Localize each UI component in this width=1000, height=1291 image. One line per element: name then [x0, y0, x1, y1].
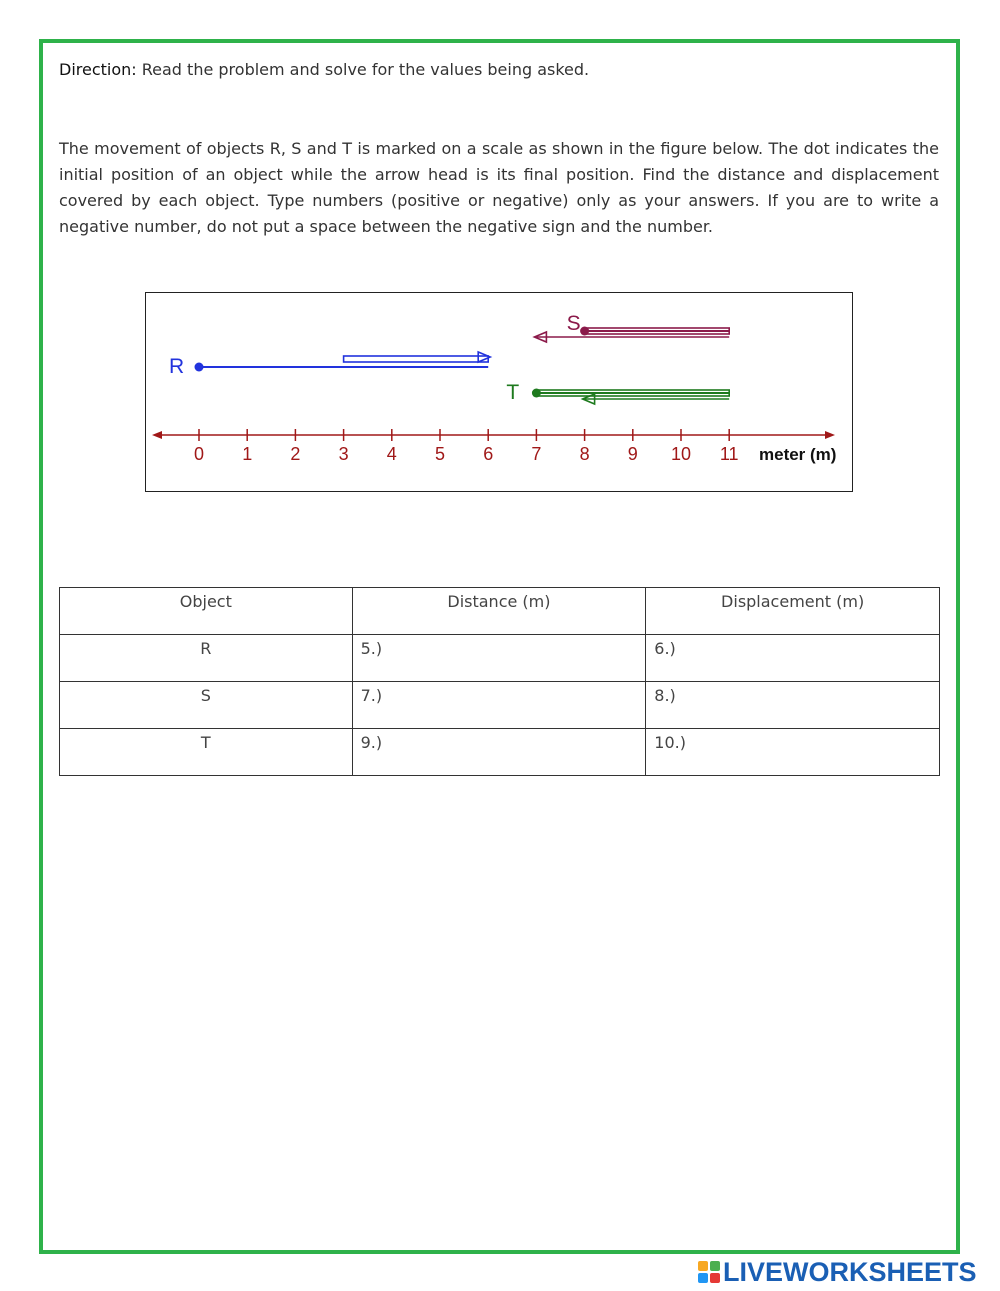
displacement-answer-field[interactable]: 10.)	[646, 729, 940, 776]
logo-icon	[698, 1261, 720, 1283]
axis-label: meter (m)	[759, 445, 837, 464]
problem-paragraph: The movement of objects R, S and T is marked on a scale as shown in the figure below. The dot indicates the initial position of an object while the arrow head is its final position. Find the distance and displacement covered by each object. Type numbers (positive or negative) only as your answers. If you are to write a negative number, do not put a space between the negative sign and the number.	[59, 139, 939, 236]
object-cell: R	[60, 635, 353, 682]
header-object: Object	[60, 588, 353, 635]
header-distance: Distance (m)	[352, 588, 646, 635]
tick-label: 3	[338, 444, 349, 464]
tick-label: 5	[434, 444, 446, 464]
header-displacement: Displacement (m)	[646, 588, 940, 635]
distance-answer-field[interactable]: 7.)	[352, 682, 646, 729]
tick-label: 7	[531, 444, 542, 464]
object-label-S: S	[566, 312, 581, 335]
distance-answer-field[interactable]: 9.)	[352, 729, 646, 776]
object-label-T: T	[506, 381, 520, 404]
displacement-answer-field[interactable]: 6.)	[646, 635, 940, 682]
table-row	[60, 729, 940, 776]
axis-arrow-left	[152, 431, 162, 439]
tick-label: 1	[242, 444, 253, 464]
start-dot-T	[532, 389, 541, 398]
direction-line	[59, 60, 589, 79]
tick-label: 4	[386, 444, 397, 464]
table-row	[60, 682, 940, 729]
distance-answer-field[interactable]: 5.)	[352, 635, 646, 682]
tick-label: 10	[670, 444, 692, 464]
displacement-answer-field[interactable]: 8.)	[646, 682, 940, 729]
path-return-R	[344, 356, 489, 362]
direction-label: Direction:	[59, 60, 137, 79]
tick-label: 9	[627, 444, 638, 464]
object-cell: T	[60, 729, 353, 776]
object-cell: S	[60, 682, 353, 729]
tick-label: 11	[719, 444, 739, 464]
tick-label: 0	[193, 444, 205, 464]
tick-label: 8	[579, 444, 590, 464]
object-label-R: R	[169, 355, 185, 378]
liveworksheets-logo	[698, 1257, 977, 1287]
answer-table	[59, 587, 940, 776]
logo-text: LIVEWORKSHEETS	[723, 1256, 977, 1287]
table-header-row	[60, 588, 940, 635]
direction-text: Read the problem and solve for the values being asked.	[136, 60, 590, 79]
number-line-figure	[145, 292, 853, 492]
tick-label: 2	[290, 444, 301, 464]
number-line-svg	[146, 293, 852, 491]
axis-arrow-right	[825, 431, 835, 439]
table-row	[60, 635, 940, 682]
start-dot-R	[195, 363, 204, 372]
start-dot-S	[580, 327, 589, 336]
tick-label: 6	[483, 444, 494, 464]
